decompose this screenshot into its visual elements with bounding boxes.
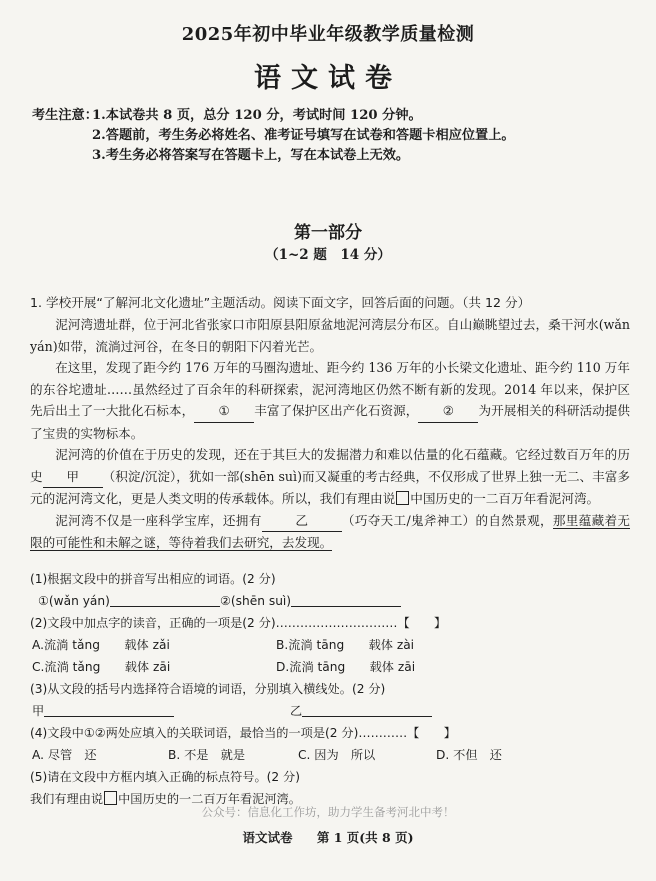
exam-title: 2025年初中毕业年级教学质量检测 [181,24,475,45]
question-heading: 1. 学校开展“了解河北文化遗址”主题活动。阅读下面文字，回答后面的问题。（共 12 分） [30,295,531,310]
watermark-text: 公众号：信息化工作坊，助力学生备考河北中考！ [201,805,455,819]
reading-passage [30,314,630,554]
blank-1: ① [194,400,254,423]
underlined-sentence: 那里蕴藏着无限的可能性和未解之谜，等待着我们去研究，去发现。 [30,512,631,550]
question-line: (2)文段中加点字的读音，正确的一项是(2 分)…………………………【 】 [30,616,447,630]
passage-paragraph: 泥河湾遗址群，位于河北省张家口市阳原县阳原盆地泥河湾层分布区。自山巅眺望过去，桑干河水(wǎn yán)如带，流淌过河谷，在冬日的朝阳下闪着光芒。 [30,317,630,354]
option-b: B. 不是 就是 [168,748,246,762]
option-row [30,744,630,766]
option-row [30,634,630,656]
exam-notice [32,106,515,166]
option-d: D. 不但 还 [436,748,502,762]
option-a: A. 尽管 还 [32,748,97,762]
option-c: C. 因为 所以 [298,748,376,762]
answer-bracket: …………………………【 】 [275,616,447,630]
part-title: 第一部分 [294,223,362,243]
answer-line: ①(wǎn yán) ②(shēn suì) [30,590,630,612]
part-subtitle: （1~2 题 14 分） [265,247,391,263]
blank-jia: 甲 [43,466,103,489]
page-number: 第 1 页(共 8 页) [316,830,414,845]
notice-item: 1.本试卷共 8 页，总分 120 分，考试时间 120 分钟。 [92,108,422,123]
notice-item: 3.考生务必将答案写在答题卡上，写在本试卷上无效。 [92,148,410,163]
page-footer [0,828,656,846]
notice-label: 考生注意： [32,108,98,123]
option-c: C.流淌 tǎng 载体 zāi [32,660,171,674]
punctuation-box [396,491,409,505]
passage-paragraph: 泥河湾不仅是一座科学宝库，还拥有 乙 （巧夺天工/鬼斧神工）的自然景观，那里蕴藏着无限的可能性和未解之谜，等待着我们去研究，去发现。 [30,510,630,554]
notice-item: 2.答题前，考生务必将姓名、准考证号填写在试卷和答题卡相应位置上。 [92,128,515,143]
punctuation-box [104,791,117,805]
blank-yi: 乙 [262,510,342,533]
answer-line: 甲 乙 [30,700,630,722]
option-b: B.流淌 tāng 载体 zài [276,638,415,652]
footer-subject: 语文试卷 [242,830,293,845]
blank-2: ② [418,400,478,423]
subject-title: 语文试卷 [254,63,402,94]
answer-bracket: …………【 】 [358,726,456,740]
question-line: (4)文段中①②两处应填入的关联词语，最恰当的一项是(2 分)…………【 】 [30,726,456,740]
option-a: A.流淌 tǎng 载体 zǎi [32,638,170,652]
option-row [30,656,630,678]
sub-questions [30,568,630,810]
answer-line: 我们有理由说 中国历史的一二百万年看泥河湾。 [30,792,301,806]
question-line: (5)请在文段中方框内填入正确的标点符号。(2 分) [30,770,300,784]
question-line: (1)根据文段中的拼音写出相应的词语。(2 分) [30,572,276,586]
question-line: (3)从文段的括号内选择符合语境的词语，分别填入横线处。(2 分) [30,682,386,696]
option-d: D.流淌 tāng 载体 zāi [276,660,416,674]
passage-paragraph: 泥河湾的价值在于历史的发现，还在于其巨大的发掘潜力和难以估量的化石蕴藏。它经过数百万年的历史 甲 （积淀/沉淀），犹如一部(shēn suì)而又凝重的考古经典，不仅形成了世界上独一无二、丰富多元的泥河湾文化，更是人类文明的传承载体。所以，我们有理由说 中国历史的一二百万年看泥河湾。 [30,447,631,506]
passage-paragraph: 在这里，发现了距今约 176 万年的马圈沟遗址、距今约 136 万年的小长梁文化遗址、距今约 110 万年的东谷坨遗址……虽然经过了百余年的科研探索，泥河湾地区仍然不断有新的发现。2014 年以来，保护区先后出土了一大批化石标本， ① 丰富了保护区出产化石资源， ② 为开展相关的科研活动提供了宝贵的实物标本。 [30,360,631,441]
